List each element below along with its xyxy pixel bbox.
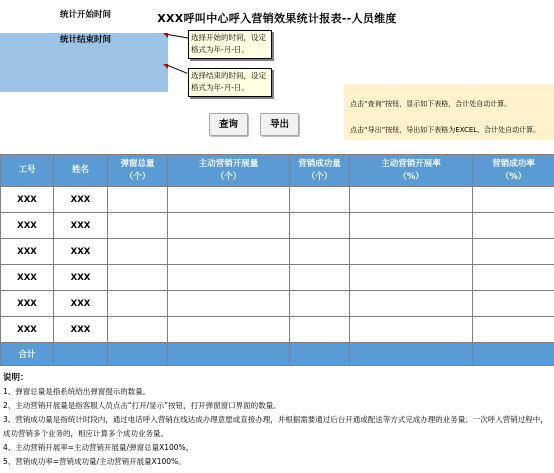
end-time-field[interactable]: 统计结束时间 <box>60 35 112 45</box>
note-item: 4、主动营销开展率=主动营销开展量/弹窗总量X100%。 <box>3 443 194 452</box>
export-button[interactable]: 导出 <box>260 113 299 136</box>
cell <box>473 317 554 343</box>
cell-id: XXX <box>1 213 54 239</box>
cell <box>290 239 350 265</box>
cell <box>473 291 554 317</box>
cell-name: XXX <box>54 239 108 265</box>
note-item: 1、弹窗总量是指系统给出弹窗提示的数量。 <box>3 387 151 396</box>
cell <box>290 213 350 239</box>
cell <box>168 317 290 343</box>
cell <box>168 239 290 265</box>
cell <box>108 213 168 239</box>
cell <box>350 213 473 239</box>
cell <box>290 343 350 366</box>
table-row <box>1 187 554 213</box>
cell <box>473 239 554 265</box>
col-header-success-rate: 营销成功率 （%） <box>473 155 554 187</box>
cell <box>108 291 168 317</box>
report-title: XXX呼叫中心呼入营销效果统计报表--人员维度 <box>157 12 397 25</box>
col-header-popup-total: 弹窗总量 （个） <box>108 155 168 187</box>
cell <box>350 239 473 265</box>
cell <box>473 343 554 366</box>
cell <box>108 343 168 366</box>
cell-name: XXX <box>54 291 108 317</box>
total-label: 合计 <box>1 343 54 366</box>
comment-connector <box>168 65 188 74</box>
cell <box>350 291 473 317</box>
cell-id: XXX <box>1 187 54 213</box>
cell <box>290 291 350 317</box>
cell <box>168 213 290 239</box>
cell <box>108 239 168 265</box>
cell <box>168 187 290 213</box>
col-header-active-count: 主动营销开展量 （个） <box>168 155 290 187</box>
col-header-name: 姓名 <box>54 155 108 187</box>
start-time-comment: 选择开始的时间，设定格式为年-月-日。 <box>188 30 272 59</box>
cell-name: XXX <box>54 187 108 213</box>
cell <box>108 265 168 291</box>
notes-heading: 说明： <box>3 373 29 383</box>
export-tip: 点击“导出”按钮，导出如下表格为EXCEL，合计处自动计算。 <box>350 126 541 134</box>
cell <box>290 187 350 213</box>
cell-id: XXX <box>1 239 54 265</box>
cell <box>54 343 108 366</box>
cell <box>473 213 554 239</box>
query-tip: 点击“查询”按钮，显示如下表格，合计处自动计算。 <box>350 100 512 108</box>
total-row <box>1 343 554 366</box>
cell <box>350 265 473 291</box>
note-item: 5、营销成功率=营销成功量/主动营销开展量X100%。 <box>3 457 186 466</box>
table-row <box>1 213 554 239</box>
note-item: 2、主动营销开展量是指客服人员点击“打开/显示”按钮，打开弹窗窗口界面的数量。 <box>3 401 281 410</box>
cell <box>168 265 290 291</box>
table-row <box>1 317 554 343</box>
button-tips-panel <box>344 84 554 140</box>
table-row <box>1 265 554 291</box>
cell <box>290 317 350 343</box>
cell-name: XXX <box>54 317 108 343</box>
end-time-comment: 选择结束的时间，设定格式为年-月-日。 <box>188 68 272 97</box>
note-item: 3、营销成功量是指统计时段内，通过电话呼入营销在线达成办理意愿或直接办理，并根据需要通过后台开通或配送等方式完成办理的业务量。一次呼入营销过程中，成功营销多个业务的，相应计算多个成功业务量。 <box>3 415 548 438</box>
table-header-row <box>1 155 554 187</box>
cell <box>108 187 168 213</box>
table-row <box>1 291 554 317</box>
table-row <box>1 239 554 265</box>
cell <box>350 187 473 213</box>
col-header-success-count: 营销成功量 （个） <box>290 155 350 187</box>
cell <box>473 187 554 213</box>
comment-connector <box>168 34 189 39</box>
cell <box>350 343 473 366</box>
cell-id: XXX <box>1 291 54 317</box>
cell <box>350 317 473 343</box>
cell <box>168 343 290 366</box>
col-header-active-rate: 主动营销开展率 （%） <box>350 155 473 187</box>
cell <box>473 265 554 291</box>
notes-section <box>3 371 551 469</box>
cell <box>290 265 350 291</box>
cell-name: XXX <box>54 213 108 239</box>
cell <box>108 317 168 343</box>
report-table <box>0 154 554 366</box>
cell-name: XXX <box>54 265 108 291</box>
col-header-id: 工号 <box>1 155 54 187</box>
query-button[interactable]: 查询 <box>209 113 248 136</box>
cell-id: XXX <box>1 317 54 343</box>
cell-id: XXX <box>1 265 54 291</box>
start-time-field[interactable]: 统计开始时间 <box>60 10 112 20</box>
cell <box>168 291 290 317</box>
